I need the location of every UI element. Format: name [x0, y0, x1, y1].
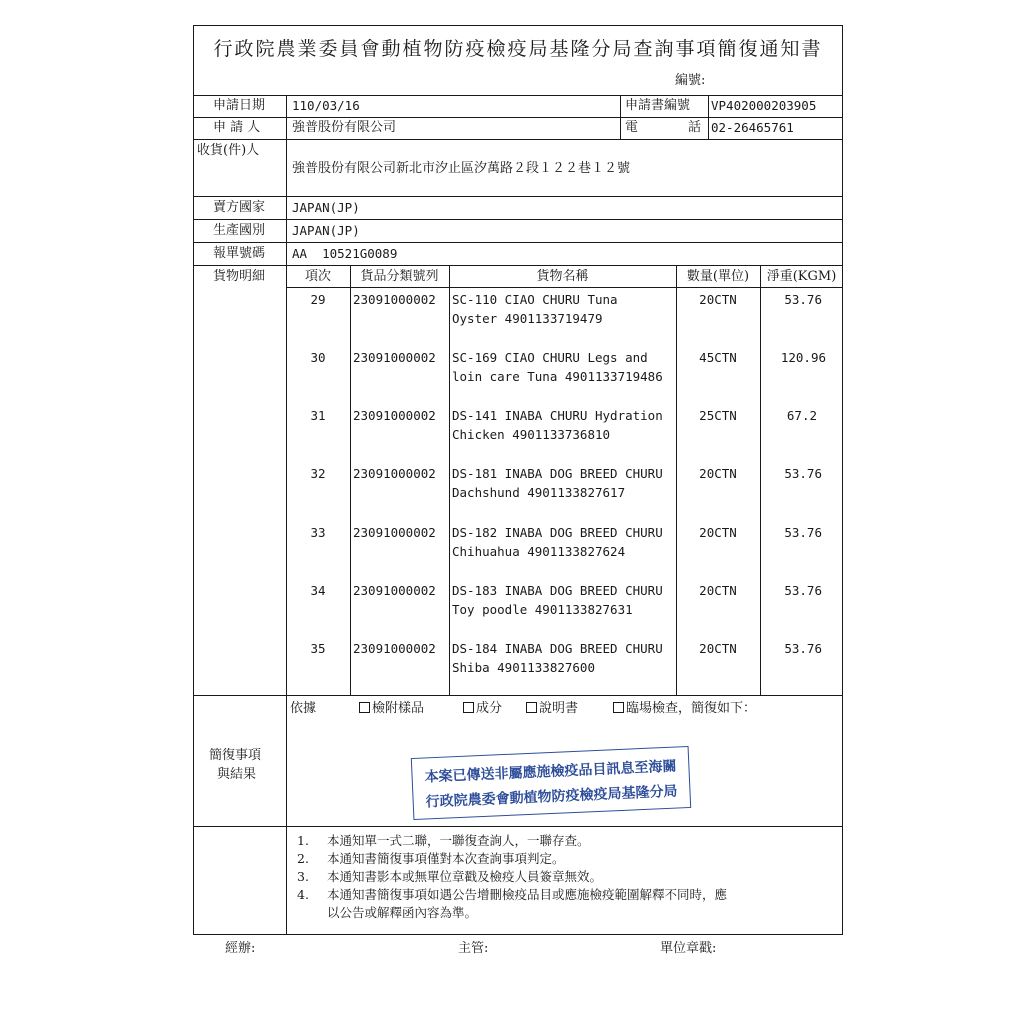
divider	[193, 95, 843, 96]
goods-detail-label: 貨物明細	[213, 269, 266, 284]
divider	[286, 95, 287, 935]
note-number: 2.	[297, 851, 309, 866]
declaration-no-value: AA 10521G0089	[292, 246, 398, 261]
stamp-line: 本案已傳送非屬應施檢疫品目訊息至海關	[424, 758, 677, 786]
goods-name-line2: loin care Tuna 4901133719486	[452, 369, 663, 384]
goods-item: 33	[310, 525, 326, 540]
goods-name-line2: Shiba 4901133827600	[452, 660, 595, 675]
goods-item: 34	[310, 583, 326, 598]
goods-code: 23091000002	[353, 466, 436, 481]
goods-name-line1: SC-169 CIAO CHURU Legs and	[452, 350, 648, 365]
seller-country-value: JAPAN(JP)	[292, 200, 360, 215]
check-onsite[interactable]	[613, 701, 756, 717]
applicant-label: 申 請 人	[213, 120, 261, 135]
stamp-line: 行政院農委會動植物防疫檢疫局基隆分局	[425, 783, 678, 811]
check-sample[interactable]	[359, 701, 424, 717]
divider	[193, 139, 843, 140]
note-text: 以公告或解釋函內容為準。	[327, 905, 478, 920]
goods-header-code: 貨品分類號列	[360, 269, 439, 284]
goods-qty: 20CTN	[699, 466, 737, 481]
document-title: 行政院農業委員會動植物防疫檢疫局基隆分局查詢事項簡復通知書	[213, 38, 823, 60]
goods-qty: 20CTN	[699, 641, 737, 656]
apply-no-value: VP402000203905	[711, 98, 817, 113]
goods-weight: 120.96	[780, 350, 826, 365]
note-text: 本通知書簡復事項僅對本次查詢事項判定。	[327, 851, 565, 866]
goods-qty: 25CTN	[699, 408, 737, 423]
footer-seal: 單位章戳:	[660, 941, 717, 956]
goods-header-weight: 淨重(KGM)	[766, 269, 837, 284]
goods-name-line1: SC-110 CIAO CHURU Tuna	[452, 292, 618, 307]
note-number: 3.	[297, 869, 309, 884]
goods-qty: 20CTN	[699, 525, 737, 540]
goods-name-line2: Chihuahua 4901133827624	[452, 544, 626, 559]
goods-weight: 67.2	[786, 408, 817, 423]
goods-weight: 53.76	[784, 525, 822, 540]
consignee-label: 收貨(件)人	[197, 143, 260, 158]
applicant-value: 強普股份有限公司	[292, 120, 397, 135]
check-ingredients[interactable]	[463, 701, 502, 717]
goods-name-line2: Dachshund 4901133827617	[452, 485, 626, 500]
apply-no-label: 申請書編號	[625, 98, 691, 113]
goods-weight: 53.76	[784, 641, 822, 656]
goods-code: 23091000002	[353, 350, 436, 365]
declaration-no-label: 報單號碼	[213, 246, 266, 261]
divider	[708, 95, 709, 139]
seller-country-label: 賣方國家	[213, 200, 266, 215]
divider	[449, 265, 450, 695]
goods-header-item: 項次	[304, 269, 331, 284]
basis-label: 依據	[290, 701, 317, 716]
goods-name-line1: DS-183 INABA DOG BREED CHURU	[452, 583, 663, 598]
checkbox-icon	[613, 702, 624, 713]
result-label: 簡復事項	[209, 748, 262, 763]
footer-supervisor: 主管:	[458, 941, 489, 956]
goods-item: 30	[310, 350, 326, 365]
goods-header-qty: 數量(單位)	[686, 269, 750, 284]
check-label: 成分	[476, 701, 503, 716]
apply-date-label: 申請日期	[213, 98, 266, 113]
check-label: 檢附樣品	[372, 701, 425, 716]
divider	[193, 219, 843, 220]
goods-weight: 53.76	[784, 466, 822, 481]
goods-qty: 45CTN	[699, 350, 737, 365]
goods-qty: 20CTN	[699, 292, 737, 307]
phone-value: 02-26465761	[711, 120, 794, 135]
goods-item: 35	[310, 641, 326, 656]
origin-country-label: 生產國別	[213, 223, 266, 238]
note-number: 1.	[297, 833, 309, 848]
divider	[193, 117, 843, 118]
check-manual[interactable]	[526, 701, 578, 717]
phone-label: 話	[688, 120, 702, 135]
checkbox-icon	[359, 702, 370, 713]
goods-code: 23091000002	[353, 408, 436, 423]
checkbox-icon	[463, 702, 474, 713]
goods-name-line2: Toy poodle 4901133827631	[452, 602, 633, 617]
note-text: 本通知書影本或無單位章戳及檢疫人員簽章無效。	[327, 869, 603, 884]
goods-code: 23091000002	[353, 525, 436, 540]
goods-weight: 53.76	[784, 583, 822, 598]
goods-name-line1: DS-184 INABA DOG BREED CHURU	[452, 641, 663, 656]
note-text: 本通知書簡復事項如遇公告增刪檢疫品目或應施檢疫範圍解釋不同時，應	[327, 887, 728, 902]
result-label: 與結果	[217, 767, 257, 782]
phone-label: 電	[625, 120, 639, 135]
goods-item: 29	[310, 292, 326, 307]
apply-date-value: 110/03/16	[292, 98, 360, 113]
divider	[193, 695, 843, 696]
goods-header-name: 貨物名稱	[536, 269, 589, 284]
goods-name-line1: DS-182 INABA DOG BREED CHURU	[452, 525, 663, 540]
origin-country-value: JAPAN(JP)	[292, 223, 360, 238]
check-label: 臨場檢查，簡復如下：	[626, 701, 757, 716]
divider	[193, 265, 843, 266]
goods-code: 23091000002	[353, 583, 436, 598]
goods-qty: 20CTN	[699, 583, 737, 598]
goods-item: 32	[310, 466, 326, 481]
goods-name-line2: Oyster 4901133719479	[452, 311, 603, 326]
divider	[620, 95, 621, 139]
check-label: 說明書	[539, 701, 579, 716]
note-text: 本通知單一式二聯，一聯復查詢人，一聯存查。	[327, 833, 590, 848]
goods-name-line1: DS-141 INABA CHURU Hydration	[452, 408, 663, 423]
divider	[193, 826, 843, 827]
divider	[350, 265, 351, 695]
goods-item: 31	[310, 408, 326, 423]
serial-label: 編號:	[675, 73, 706, 88]
official-stamp	[411, 746, 691, 820]
note-number: 4.	[297, 887, 309, 902]
divider	[193, 242, 843, 243]
goods-code: 23091000002	[353, 641, 436, 656]
goods-code: 23091000002	[353, 292, 436, 307]
footer-handler: 經辦:	[225, 941, 256, 956]
goods-weight: 53.76	[784, 292, 822, 307]
checkbox-icon	[526, 702, 537, 713]
goods-name-line2: Chicken 4901133736810	[452, 427, 611, 442]
goods-name-line1: DS-181 INABA DOG BREED CHURU	[452, 466, 663, 481]
consignee-value: 強普股份有限公司新北市汐止區汐萬路２段１２２巷１２號	[292, 161, 631, 176]
divider	[193, 196, 843, 197]
